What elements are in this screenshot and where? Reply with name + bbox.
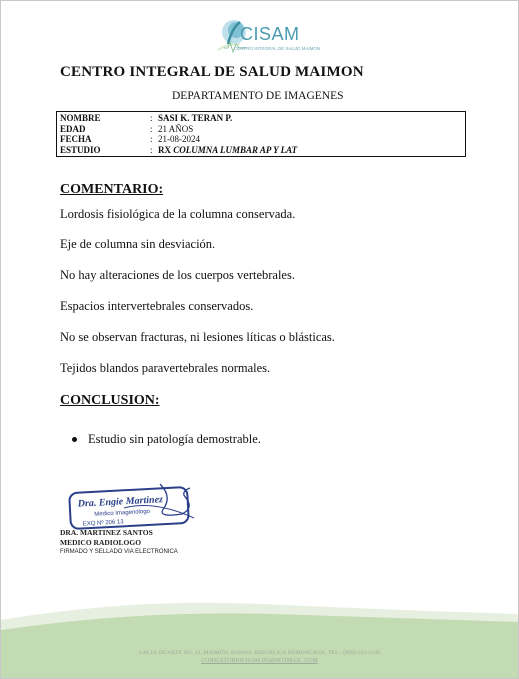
signed-note: FIRMADO Y SELLADO VIA ELECTRONICA: [60, 549, 178, 555]
patient-info-box: [56, 111, 466, 157]
info-value: 21 AÑOS: [158, 123, 194, 134]
comment-line: No se observan fracturas, ni lesiones líticas o blásticas.: [60, 330, 335, 344]
footer-address: CALLE DUARTE NO. 13, MAIMÓN, BONAO, REPUBLICA DOMINICANA, TEL.: (809)-551-2196: [138, 650, 381, 656]
conclusion-text: Estudio sin patología demostrable.: [88, 432, 261, 446]
info-label: NOMBRE: [60, 113, 101, 123]
logo-tagline: CENTRO INTEGRAL DE SALUD MAIMON: [234, 46, 321, 51]
info-row-estudio: ESTUDIO : RX COLUMNA LUMBAR AP Y LAT: [60, 144, 298, 155]
conclusion-item: [72, 432, 261, 447]
footer-email-link[interactable]: CONSULTORIOCISAM.DO@HOTMAIL .COM: [201, 658, 318, 664]
info-row-edad: EDAD : 21 AÑOS: [60, 123, 194, 134]
bullet-icon: [72, 437, 77, 442]
svg-text:Dra. Engie Martinez: Dra. Engie Martinez: [77, 494, 164, 510]
info-label: FECHA: [60, 134, 92, 144]
study-prefix: RX: [158, 144, 171, 155]
info-row-nombre: NOMBRE : SASI K. TERAN P.: [60, 113, 233, 123]
info-label: EDAD: [60, 123, 86, 134]
doctor-signature-block: [60, 528, 153, 548]
svg-text:Medico Imagenologo: Medico Imagenologo: [94, 508, 151, 518]
department-label: DEPARTAMENTO DE IMAGENES: [172, 90, 344, 102]
svg-text:EXQ Nº 206 13: EXQ Nº 206 13: [82, 519, 124, 528]
conclusion-heading: CONCLUSION:: [60, 393, 160, 408]
comment-line: No hay alteraciones de los cuerpos vertebrales.: [60, 268, 295, 282]
info-value: SASI K. TERAN P.: [158, 113, 233, 123]
footer-wave: [1, 590, 518, 678]
doctor-name: DRA. MARTINEZ SANTOS: [60, 528, 153, 537]
info-value: 21-08-2024: [158, 134, 200, 144]
info-label: ESTUDIO: [60, 144, 101, 155]
info-value: [158, 145, 297, 156]
info-row-fecha: FECHA : 21-08-2024: [60, 134, 200, 144]
comment-heading: COMENTARIO:: [60, 182, 164, 197]
comment-line: Eje de columna sin desviación.: [60, 237, 216, 251]
doctor-title: MEDICO RADIOLOGO: [60, 538, 142, 547]
comment-line: Tejidos blandos paravertebrales normales.: [60, 361, 271, 375]
comment-line: Lordosis fisiológica de la columna conservada.: [60, 207, 296, 221]
logo-name: CISAM: [240, 24, 300, 44]
study-name: COLUMNA LUMBAR AP Y LAT: [173, 144, 298, 155]
comment-line: Espacios intervertebrales conservados.: [60, 299, 254, 313]
page-title: CENTRO INTEGRAL DE SALUD MAIMON: [60, 64, 364, 80]
